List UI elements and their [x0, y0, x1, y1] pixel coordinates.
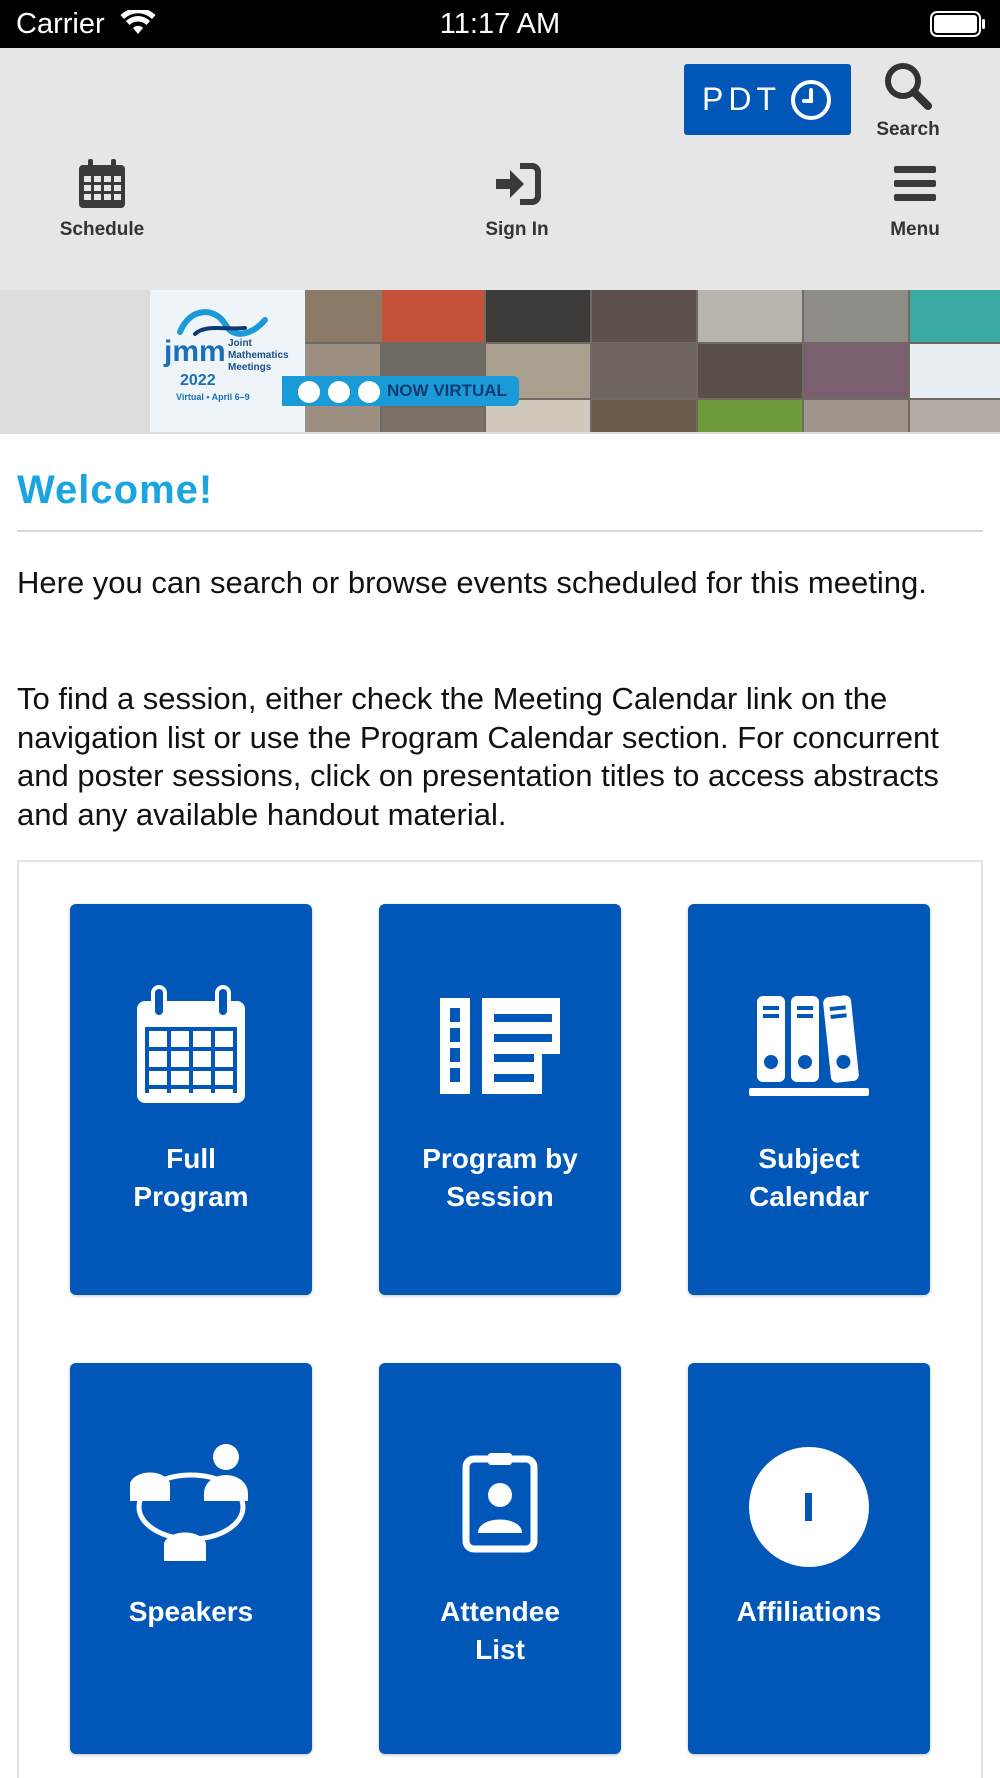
- nav-schedule-label: Schedule: [59, 219, 145, 240]
- banner-strip: [0, 290, 1000, 434]
- nav-sign-in-label: Sign In: [485, 219, 549, 240]
- status-time: 11:17 AM: [439, 8, 561, 40]
- video-tile: [382, 290, 484, 342]
- video-tile: [910, 344, 1000, 398]
- video-tile: [382, 408, 484, 432]
- video-tile: [592, 290, 696, 342]
- video-tile: [698, 344, 802, 398]
- logo-text: jmm: [164, 335, 226, 368]
- intro-paragraph: Here you can search or browse events scheduled for this meeting.: [17, 565, 927, 600]
- search-label: Search: [876, 119, 940, 140]
- speakers-label: Speakers: [128, 1596, 254, 1627]
- nav-sign-in[interactable]: [457, 158, 577, 241]
- jmm-logo: [150, 290, 305, 432]
- calendar-icon: [133, 985, 249, 1107]
- subject-calendar-card[interactable]: [688, 904, 930, 1295]
- divider: [17, 530, 983, 532]
- logo-subtitle: Joint Mathematics Meetings: [228, 338, 289, 373]
- timezone-label: PDT: [702, 81, 781, 117]
- affiliations-label: Affiliations: [736, 1596, 882, 1627]
- video-tile: [910, 290, 1000, 342]
- subject-calendar-label: Subject Calendar: [749, 1143, 869, 1212]
- video-tile: [486, 290, 590, 342]
- hamburger-icon: [892, 158, 938, 210]
- video-tile: [592, 400, 696, 432]
- clock-icon: [789, 78, 833, 122]
- now-virtual-badge: [282, 376, 519, 406]
- attendee-list-label: Attendee List: [440, 1596, 560, 1665]
- full-program-label: Full Program: [133, 1143, 249, 1212]
- speakers-icon: [128, 1443, 254, 1563]
- full-program-card[interactable]: [70, 904, 312, 1295]
- search-icon: [882, 60, 934, 112]
- battery-icon: [930, 11, 986, 37]
- now-virtual-label: NOW VIRTUAL: [387, 381, 507, 400]
- nav-schedule[interactable]: [40, 158, 164, 241]
- info-icon: [747, 1445, 871, 1569]
- video-tile: [698, 400, 802, 432]
- nav-menu-label: Menu: [890, 219, 940, 240]
- video-tile: [592, 344, 696, 398]
- page-title: Welcome!: [17, 468, 214, 512]
- logo-year: 2022: [180, 372, 216, 389]
- affiliations-card[interactable]: [688, 1363, 930, 1754]
- calendar-icon: [77, 158, 127, 210]
- video-tile: [804, 344, 908, 398]
- logo-date: Virtual • April 6–9: [176, 392, 250, 402]
- search-button[interactable]: [870, 60, 946, 141]
- timezone-button[interactable]: [684, 64, 851, 135]
- program-by-session-card[interactable]: [379, 904, 621, 1295]
- program-by-session-label: Program by Session: [422, 1143, 578, 1212]
- camera-icon: [358, 381, 380, 403]
- speakers-card[interactable]: [70, 1363, 312, 1754]
- nav-menu[interactable]: [860, 158, 970, 241]
- carrier-label: Carrier: [16, 8, 105, 40]
- video-tile: [804, 400, 908, 432]
- list-icon: [438, 996, 562, 1096]
- video-tile: [698, 290, 802, 342]
- attendee-list-card[interactable]: [379, 1363, 621, 1754]
- video-tile: [804, 290, 908, 342]
- binders-icon: [747, 994, 871, 1098]
- sign-in-icon: [492, 158, 542, 210]
- video-tile: [910, 400, 1000, 432]
- status-bar: [0, 0, 1000, 48]
- speaker-icon: [298, 381, 320, 403]
- instructions-paragraph: To find a session, either check the Meeting Calendar link on the navigation list or use the Program Calendar section. For concurrent and poster sessions, click on presentation titles to access abstracts and any available handout material.: [17, 681, 939, 832]
- app-header: [0, 48, 1000, 290]
- badge-icon: [462, 1453, 538, 1553]
- microphone-icon: [328, 381, 350, 403]
- jmm-banner[interactable]: [150, 290, 1000, 432]
